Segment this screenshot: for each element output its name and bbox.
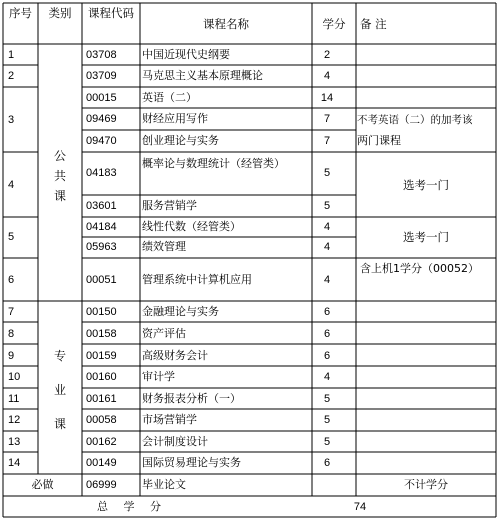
course-name: 创业理论与实务 [142, 134, 219, 147]
category-public-char: 课 [53, 189, 66, 203]
course-code: 05963 [86, 241, 117, 253]
course-code: 00150 [86, 306, 117, 318]
category-public-char: 共 [53, 169, 66, 183]
course-name: 绩效管理 [142, 240, 186, 253]
course-code: 00162 [86, 436, 117, 448]
course-name: 金融理论与实务 [142, 305, 219, 318]
course-credit: 7 [323, 113, 331, 125]
course-code: 00149 [86, 457, 117, 469]
course-name: 财务报表分析（一） [142, 392, 241, 405]
seq-number: 11 [8, 393, 20, 405]
note-english-alt-cont: 两门课程 [357, 134, 401, 147]
category-major-char: 业 [53, 383, 66, 397]
seq-number: 12 [8, 414, 21, 426]
course-name: 概率论与数理统计（经管类） [142, 157, 285, 170]
course-name: 资产评估 [142, 327, 186, 340]
thesis-label: 必做 [31, 478, 54, 491]
seq-number: 1 [8, 49, 15, 61]
seq-number: 5 [8, 231, 15, 243]
course-code: 00158 [86, 328, 117, 340]
category-major-char: 专 [53, 349, 66, 363]
course-name: 国际贸易理论与实务 [142, 456, 241, 469]
header-credit: 学分 [322, 17, 346, 31]
seq-number: 2 [8, 70, 15, 82]
header-name: 课程名称 [203, 17, 249, 31]
course-code: 00058 [86, 414, 117, 426]
seq-number: 6 [8, 274, 15, 286]
course-credit: 14 [320, 92, 334, 104]
category-public-char: 公 [53, 149, 66, 163]
course-name: 服务营销学 [142, 199, 197, 212]
course-name: 市场营销学 [142, 413, 197, 426]
course-name: 管理系统中计算机应用 [142, 273, 252, 286]
seq-number: 8 [8, 328, 15, 340]
course-code: 09470 [86, 135, 117, 147]
course-credit: 2 [323, 49, 331, 61]
seq-number: 4 [8, 179, 15, 191]
course-credit: 7 [323, 135, 331, 147]
seq-number: 14 [8, 457, 21, 469]
course-name: 英语（二） [142, 91, 197, 104]
course-credit: 6 [323, 306, 331, 318]
header-category: 类别 [48, 6, 72, 20]
course-code: 09469 [86, 113, 117, 125]
course-credit: 4 [323, 70, 331, 82]
seq-number: 7 [8, 306, 15, 318]
header-code: 课程代码 [88, 6, 134, 20]
course-credit: 5 [323, 414, 331, 426]
note-elective-1: 选考一门 [403, 178, 449, 192]
course-credit: 6 [323, 457, 331, 469]
course-code: 00051 [86, 274, 117, 286]
course-credit: 4 [323, 241, 331, 253]
course-name: 审计学 [142, 370, 175, 383]
course-code: 00159 [86, 350, 117, 362]
course-credit: 5 [323, 393, 331, 405]
course-name: 线性代数（经管类） [142, 220, 241, 233]
thesis-note: 不计学分 [404, 478, 448, 491]
course-credit: 4 [323, 274, 331, 286]
course-code: 00015 [86, 92, 117, 104]
category-public [53, 146, 67, 206]
note-english-alt: 不考英语（二）的加考该 [357, 114, 473, 126]
course-code: 00160 [86, 371, 117, 383]
course-code: 00161 [86, 393, 117, 405]
seq-number: 10 [8, 371, 21, 383]
course-name: 财经应用写作 [142, 112, 208, 125]
course-credit: 5 [323, 167, 331, 179]
course-code: 04183 [86, 167, 117, 179]
course-name: 马克思主义基本原理概论 [142, 69, 263, 82]
seq-number: 9 [8, 350, 15, 362]
total-credits: 74 [353, 501, 367, 513]
category-major [53, 346, 67, 434]
seq-number: 13 [8, 436, 21, 448]
thesis-name: 毕业论文 [142, 478, 186, 491]
course-credit: 5 [323, 200, 331, 212]
course-name: 会计制度设计 [142, 435, 208, 448]
thesis-code: 06999 [86, 479, 117, 491]
seq-number: 3 [8, 114, 15, 126]
header-seq: 序号 [9, 6, 32, 20]
course-code: 04184 [86, 221, 117, 233]
header-notes: 备 注 [360, 17, 387, 31]
note-elective-2: 选考一门 [403, 230, 449, 244]
course-name: 高级财务会计 [142, 349, 208, 362]
course-code: 03708 [86, 49, 117, 61]
course-credit: 6 [323, 328, 331, 340]
course-code: 03601 [86, 200, 117, 212]
course-credit: 4 [323, 221, 331, 233]
course-credit: 5 [323, 436, 331, 448]
note-computer-lab: 含上机1学分（00052） [360, 262, 479, 275]
course-name: 中国近现代史纲要 [142, 48, 230, 61]
course-code: 03709 [86, 70, 117, 82]
total-label: 总 学 分 [97, 500, 167, 513]
course-credit: 4 [323, 371, 331, 383]
course-credit: 6 [323, 350, 331, 362]
category-major-char: 课 [53, 417, 66, 431]
